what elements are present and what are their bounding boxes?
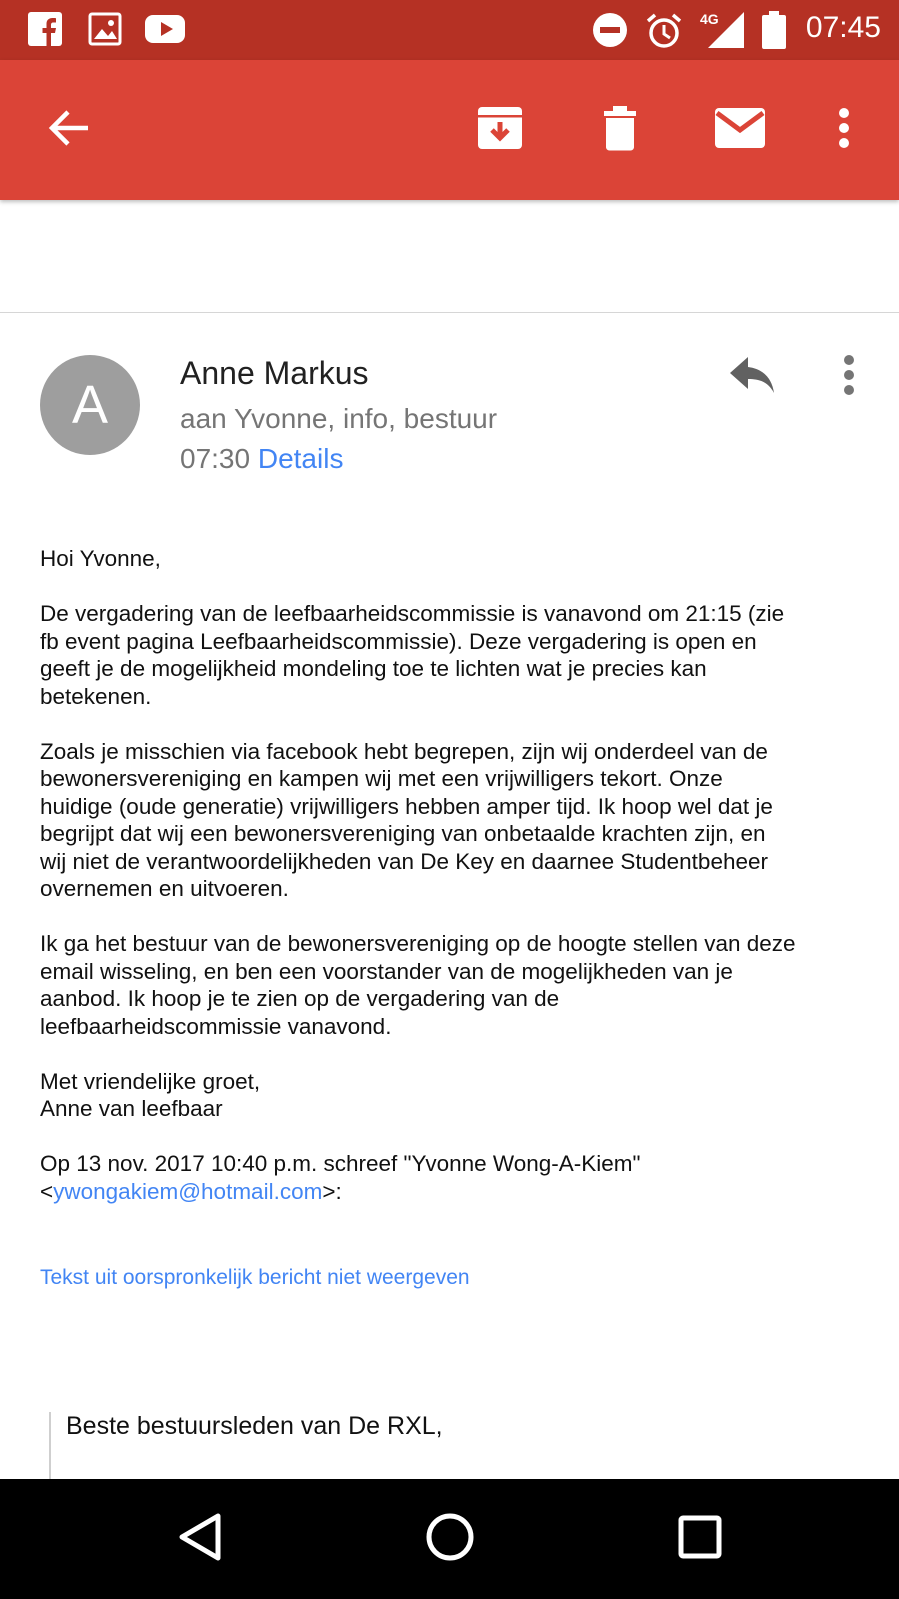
home-circle-icon [425,1512,475,1567]
facebook-icon [28,12,62,51]
greeting: Hoi Yvonne, [40,546,161,571]
mark-unread-button[interactable] [710,100,770,160]
archive-button[interactable] [470,100,530,160]
show-quoted-text-link[interactable]: Tekst uit oorspronkelijk bericht niet weergeven [40,1266,470,1289]
body-paragraph-1: De vergadering van de leefbaarheidscommissie is vanavond om 21:15 (zie fb event pagina Leefbaarheidscommissie). Deze vergadering is open en geeft je de mogelijkheid mondeling toe te lichten wat je precies kan betekenen. [40,601,785,709]
quote-header [40,1150,870,1205]
mark-unread-icon [715,108,765,153]
do-not-disturb-icon [592,12,628,53]
reply-icon [728,355,776,400]
sign-off [40,1068,870,1123]
archive-icon [477,105,523,156]
alarm-icon [645,12,683,55]
status-bar [0,0,899,60]
signature: Anne van leefbaar [40,1096,223,1121]
message-more-button[interactable] [826,352,872,402]
navigation-bar [0,1479,899,1599]
nav-recents-button[interactable] [660,1499,740,1579]
app-bar [0,60,899,200]
email-bracket-open: < [40,1178,54,1204]
status-clock: 07:45 [805,11,881,44]
quote-bar [49,1412,51,1482]
nav-back-button[interactable] [160,1499,240,1579]
back-button[interactable] [38,100,98,160]
delete-button[interactable] [590,100,650,160]
quoted-text: Beste bestuursleden van De RXL, [66,1412,443,1440]
quote-header-text: Op 13 nov. 2017 10:40 p.m. schreef "Yvonne Wong-A-Kiem" [40,1151,641,1176]
body-paragraph-3: Ik ga het bestuur van de bewonersvereniging op de hoogte stellen van deze email wisseling, en ben een voorstander van de mogelijkheden van je aanbod. Ik hoop je te zien op de vergadering van de leefbaarheidscommissie vanavond. [40,931,796,1039]
email-bracket-close: >: [322,1178,342,1204]
body-paragraph-2: Zoals je misschien via facebook hebt begrepen, zijn wij onderdeel van de bewonersvereniging en kampen wij met een vrijwilligers tekort. Onze huidige (oude generatie) vrijwilligers hebben amper tijd. Ik hoop wel dat je begrijpt dat wij een bewonersvereniging van onbetaalde krachten zijn, en wij niet de verantwoordelijkheden van De Key en daarnee Studentbeheer overnemen en uitvoeren. [40,738,773,901]
nav-home-button[interactable] [410,1499,490,1579]
details-link[interactable]: Details [257,443,344,474]
closing: Met vriendelijke groet, [40,1068,261,1094]
more-options-button[interactable] [814,100,874,160]
battery-icon [762,11,786,54]
header-divider [0,312,899,313]
more-vert-icon [843,354,855,401]
message-time-line [180,443,343,475]
recipients-line: aan Yvonne, info, bestuur [180,403,498,434]
signal-4g-icon [700,10,744,53]
youtube-icon [145,12,185,51]
reply-button[interactable] [722,352,782,402]
delete-icon [602,105,638,156]
sender-name: Anne Markus [180,355,369,391]
email-link[interactable]: ywongakiem@hotmail.com [53,1178,323,1204]
message-body [40,545,870,1233]
recents-square-icon [678,1515,722,1564]
sender-avatar[interactable]: A [40,355,140,455]
message-time: 07:30 [180,443,251,474]
network-label: 4G [700,11,719,27]
back-arrow-icon [46,108,90,153]
more-vert-icon [838,107,850,154]
gallery-icon [88,12,122,51]
back-triangle-icon [178,1512,222,1567]
